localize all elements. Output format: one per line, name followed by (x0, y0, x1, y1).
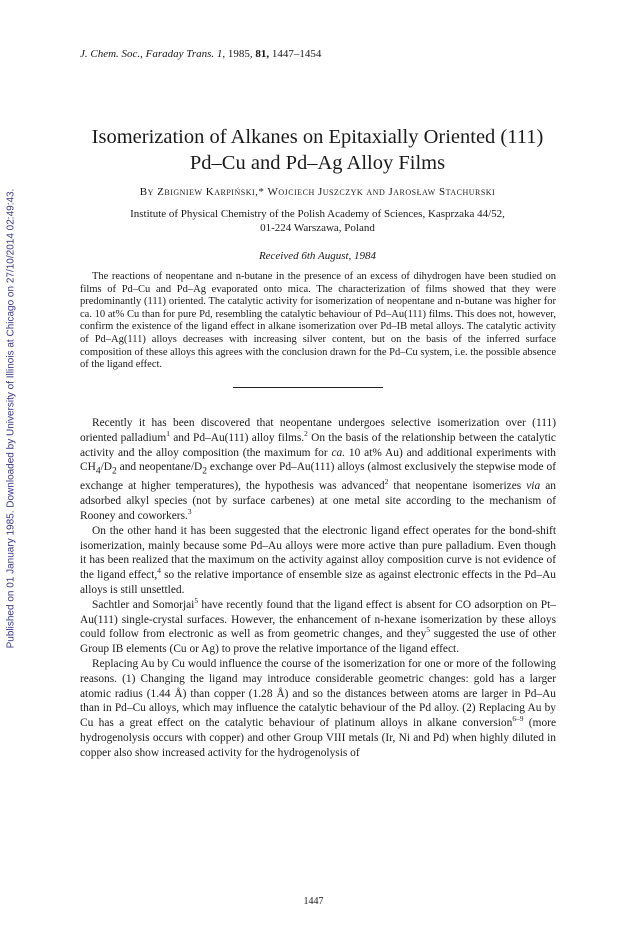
received-date: Received 6th August, 1984 (258, 250, 377, 262)
by-label: By (139, 186, 154, 198)
affiliation-line-1: Institute of Physical Chemistry of the Polish Academy of Sciences, Kasprzaka 44/52, (130, 208, 505, 220)
author-list (60, 186, 575, 198)
paragraph-4: Replacing Au by Cu would influence the course of the isomerization for one or more of the following reasons. (1) Changing the ligand may introduce considerable geometric changes: gold has a larger atomic radius (1.44 Å) than copper (1.28 Å) and so the distances between atoms are larger in Pd–Au than in Pd–Cu alloys, which may influence the catalytic behaviour of the Pd alloy. (2) Replacing Au by Cu has a great effect on the catalytic behaviour of platinum alloys in alkane conversion$^{6-9}$ (more hydrogenolysis occurs with copper) and other Group VIII metals (Ir, Ni and Pd) when highly diluted in copper also show increased activity for the hydrogenolysis of (80, 658, 557, 759)
affiliation (70, 207, 565, 235)
journal-name: J. Chem. Soc., Faraday Trans. 1, (80, 48, 226, 60)
paragraph-1: Recently it has been discovered that neopentane undergoes selective isomerization over (111) oriented palladium$^1$ and Pd–Au(111) alloy films.$^2$ On the basis of the relationship between the catalytic activity and the alloy composition (the maximum for ca. 10 at% Au) and additional experiments with $CH_4/D_2$ and neopentane/$D_2$ exchange over Pd–Au(111) alloys (almost exclusively the stepwise mode of exchange at higher temperatures), the hypothesis was advanced$^2$ that neopentane isomerizes via an adsorbed alkyl species (not by surface carbenes) at one metal site according to the mechanism of Rooney and coworkers.$^3$ (80, 417, 556, 523)
paragraph-2: On the other hand it has been suggested that the electronic ligand effect operates for the bond-shift isomerization, mainly because some Pd–Au alloys were more active than pure palladium. Even though it has been realized that the maximum on the activity against alloy composition curve is not evidence of the ligand effect,$^4$ so the relative importance of ensemble size as against electronic effects in the Pd–Au alloys is still unsettled. (80, 524, 556, 597)
author-1: Zbigniew Karpiński,* (157, 186, 265, 198)
paragraph-3: Sachtler and Somorjai$^5$ have recently found that the ligand effect is absent for CO adsorption on Pt–Au(111) single-crystal surfaces. However, the enhancement of n-hexane isomerization by these alloys could follow from electronic as well as from geometric changes, and they$^5$ suggested the use of other Group IB elements (Cu or Ag) to prove the relative importance of the ligand effect. (80, 596, 557, 656)
download-watermark (4, 138, 18, 698)
journal-pages: 1447–1454 (271, 48, 322, 60)
article-title (60, 124, 575, 176)
and-label: and (366, 186, 386, 198)
article-body (80, 416, 556, 761)
author-2: Wojciech Juszczyk (267, 186, 364, 198)
title-line-1: Isomerization of Alkanes on Epitaxially Oriented (111) (91, 126, 544, 148)
page-number: 1447 (303, 896, 324, 907)
author-3: Jarosław Stachurski (388, 186, 496, 198)
title-line-2: Pd–Cu and Pd–Ag Alloy Films (189, 152, 446, 174)
journal-citation (80, 48, 321, 60)
journal-year: 1985, (227, 48, 253, 60)
section-divider (233, 387, 383, 388)
abstract: The reactions of neopentane and n-butane in the presence of an excess of dihydrogen have been studied on films of Pd–Cu and Pd–Ag evaporated onto mica. The characterization of films showed that they were predominantly (111) oriented. The catalytic activity for isomerization of neopentane and n-butane was higher for ca. 10 at% Cu than for pure Pd, resembling the catalytic behaviour of Pd–Au(111) films. This does not, however, confirm the existence of the ligand effect in alkane isomerization over Pd–IB metal alloys. The catalytic activity of Pd–Ag(111) alloys decreases with increasing silver content, but on the basis of the inferred surface composition of these alloys this agrees with the conclusion drawn for the Pd–Cu system, i.e. the possible absence of the ligand effect. (80, 271, 556, 371)
affiliation-line-2: 01-224 Warszawa, Poland (260, 222, 375, 234)
journal-volume: 81, (255, 48, 270, 60)
watermark-text: Published on 01 January 1985. Downloaded by University of Illinois at Chicago on 27/10/2014 02:49:43. (5, 188, 17, 648)
